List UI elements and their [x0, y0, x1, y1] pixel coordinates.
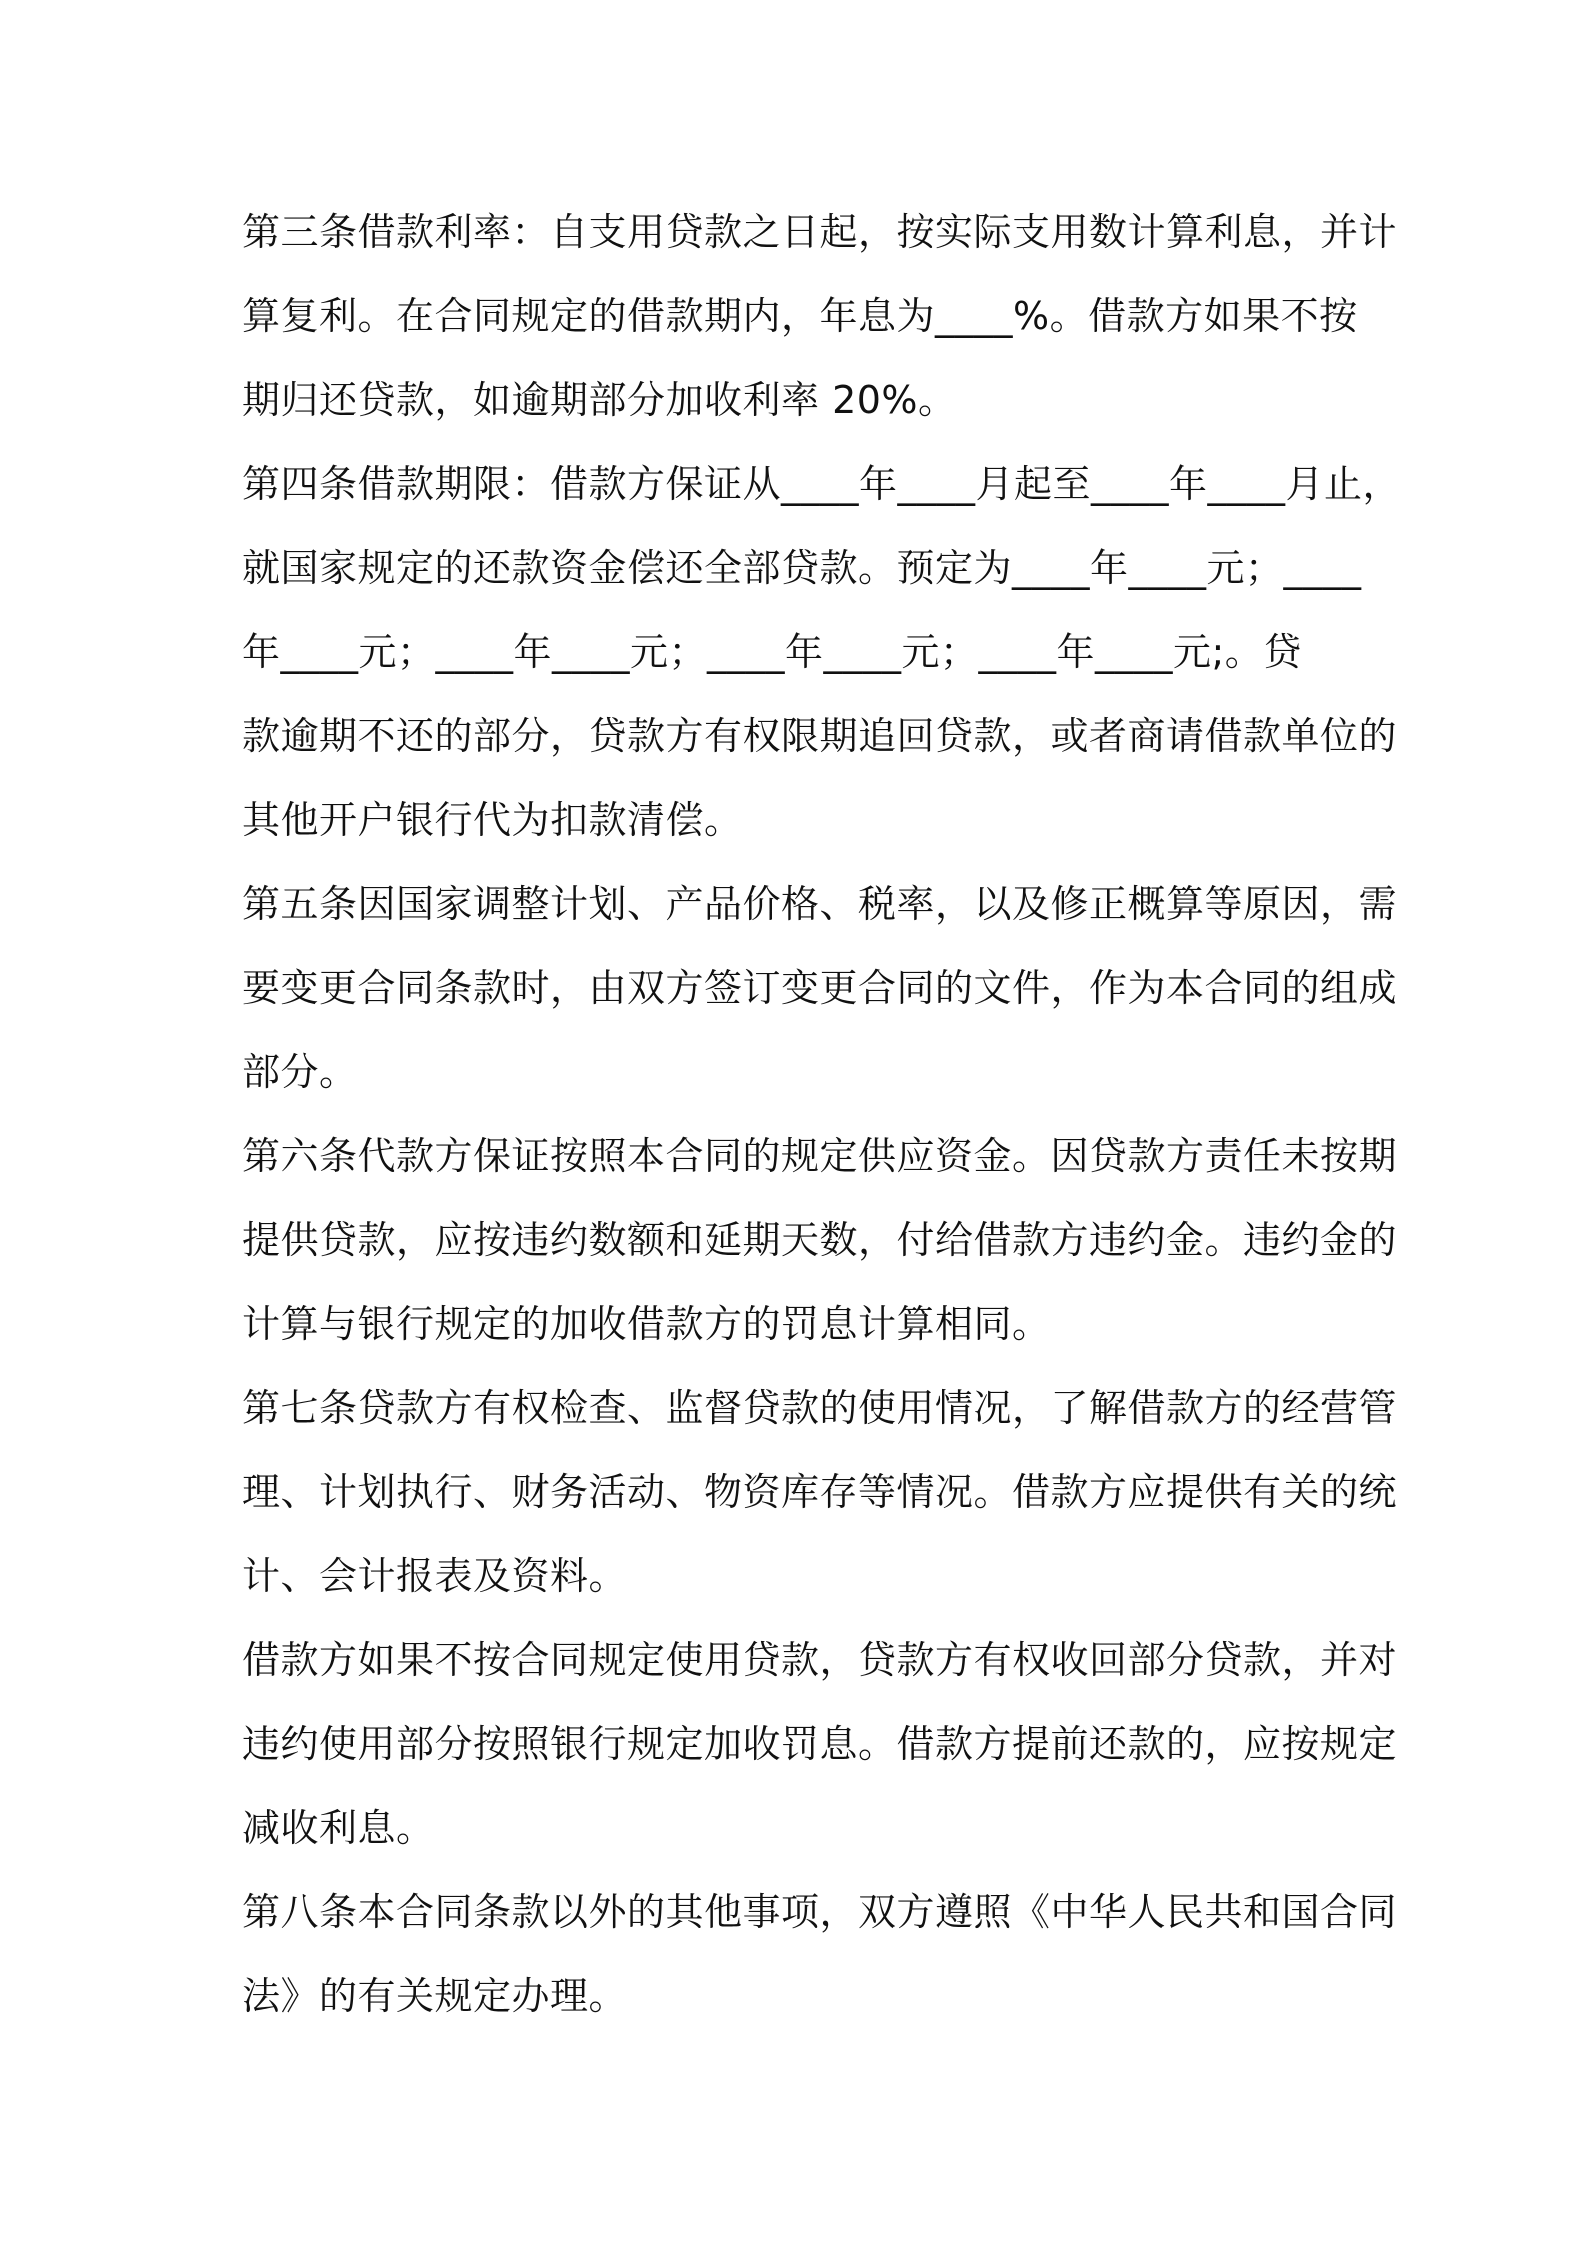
paragraph-article-3 — [242, 190, 1398, 442]
text-line: 第五条因国家调整计划、产品价格、税率，以及修正概算等原因，需 — [242, 882, 1398, 926]
text-line: 法》的有关规定办理。 — [242, 1974, 628, 2018]
paragraph-article-4 — [242, 442, 1402, 862]
text-line: 部分。 — [242, 1050, 358, 1094]
text-line: 要变更合同条款时，由双方签订变更合同的文件，作为本合同的组成 — [242, 966, 1398, 1010]
text-line: 第四条借款期限：借款方保证从____年____月起至____年____月止， — [242, 462, 1402, 506]
text-line: 计算与银行规定的加收借款方的罚息计算相同。 — [242, 1302, 1051, 1346]
paragraph-article-7 — [242, 1366, 1398, 1618]
text-line: 期归还贷款，如逾期部分加收利率 20%。 — [242, 378, 957, 422]
text-line: 借款方如果不按合同规定使用贷款，贷款方有权收回部分贷款，并对 — [242, 1638, 1398, 1682]
text-line: 算复利。在合同规定的借款期内，年息为____%。借款方如果不按 — [242, 294, 1358, 338]
document-body — [242, 190, 1402, 2038]
text-line: 第六条代款方保证按照本合同的规定供应资金。因贷款方责任未按期 — [242, 1134, 1398, 1178]
text-line: 计、会计报表及资料。 — [242, 1554, 628, 1598]
text-line: 年____元；____年____元；____年____元；____年____元;。贷 — [242, 630, 1302, 674]
paragraph-article-6 — [242, 1114, 1398, 1366]
paragraph-article-8 — [242, 1870, 1398, 2038]
text-line: 违约使用部分按照银行规定加收罚息。借款方提前还款的，应按规定 — [242, 1722, 1398, 1766]
text-line: 第八条本合同条款以外的其他事项，双方遵照《中华人民共和国合同 — [242, 1890, 1398, 1934]
text-line: 款逾期不还的部分，贷款方有权限期追回贷款，或者商请借款单位的 — [242, 714, 1398, 758]
text-line: 理、计划执行、财务活动、物资库存等情况。借款方应提供有关的统 — [242, 1470, 1398, 1514]
paragraph-article-5 — [242, 862, 1398, 1114]
paragraph-borrower-obligations — [242, 1618, 1398, 1870]
text-line: 减收利息。 — [242, 1806, 435, 1850]
text-line: 其他开户银行代为扣款清偿。 — [242, 798, 743, 842]
text-line: 就国家规定的还款资金偿还全部贷款。预定为____年____元；____ — [242, 546, 1362, 590]
text-line: 第三条借款利率：自支用贷款之日起，按实际支用数计算利息，并计 — [242, 210, 1398, 254]
text-line: 提供贷款，应按违约数额和延期天数，付给借款方违约金。违约金的 — [242, 1218, 1398, 1262]
text-line: 第七条贷款方有权检查、监督贷款的使用情况，了解借款方的经营管 — [242, 1386, 1398, 1430]
